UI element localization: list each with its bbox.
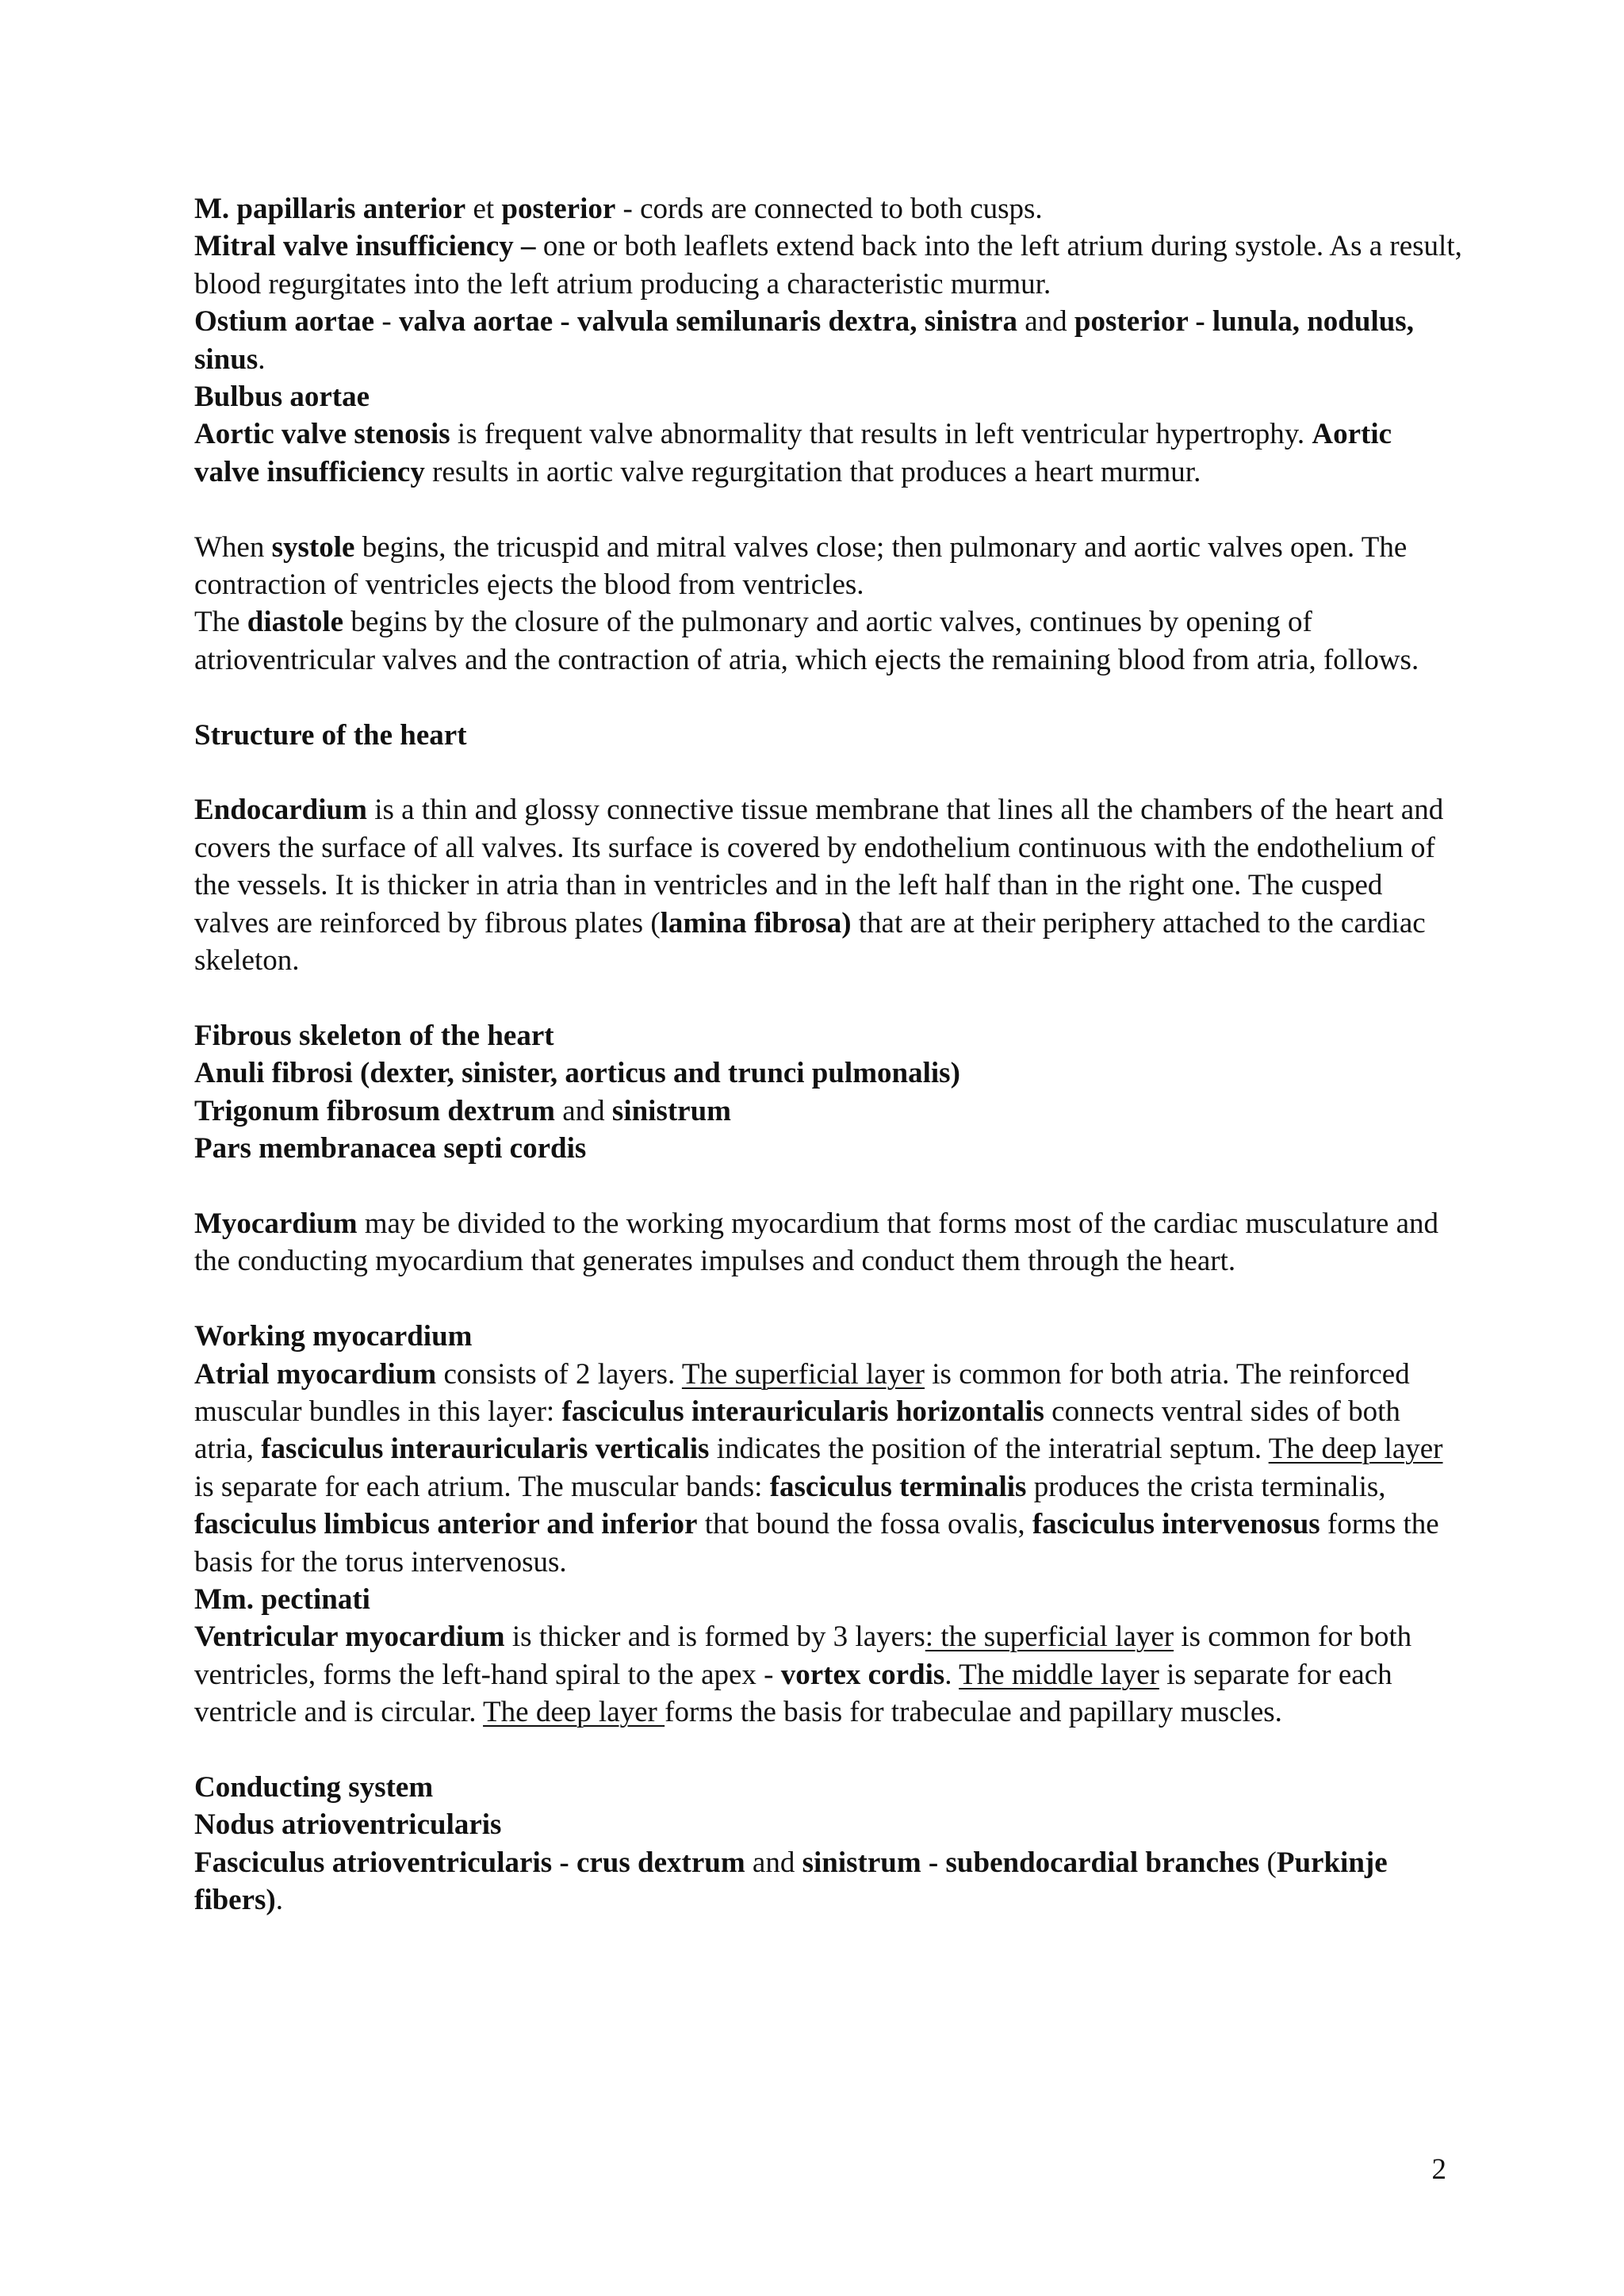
text: begins, the tricuspid and mitral valves close; then pulmonary and aortic valves open. The contraction of ventricles ejects the blood from ventricles. [194,530,1408,602]
spacer [194,679,1463,716]
underlined-text: The middle layer [959,1658,1159,1691]
term: diastole [247,606,344,639]
term: lamina fibrosa) [660,906,852,939]
term: fasciculus interauricularis verticalis [261,1433,710,1466]
text: is common for both atria. The reinforced muscular bundles in this layer: [194,1357,1410,1428]
text: results in aortic valve regurgitation that produces a heart murmur. [424,455,1201,488]
section-heading-structure [194,717,1463,754]
diastole-paragraph [194,603,1463,679]
term: Fasciculus atrioventricularis - crus dextrum [194,1846,745,1879]
term: Bulbus aortae [194,381,370,414]
text: . [944,1658,959,1691]
spacer [194,1732,1463,1769]
text: begins by the closure of the pulmonary and aortic valves, continues by opening of atrioventricular valves and the contraction of atria, which ejects the remaining blood from atria, follows. [194,606,1419,676]
nodus-line [194,1806,1463,1843]
spacer [194,1168,1463,1205]
text: . [258,342,266,376]
ostium-aortae-paragraph [194,303,1463,378]
text: and [1017,305,1074,339]
text: one or both leaflets extend back into the left atrium during systole. As a result, blood regurgitates into the left atrium producing a characteristic murmur. [194,230,1462,300]
mitral-insufficiency-paragraph [194,228,1463,303]
text: et [465,193,502,225]
underlined-text: : the superficial layer [925,1621,1174,1654]
bulbus-aortae-line [194,378,1463,415]
text: consists of 2 layers. [436,1357,682,1391]
term: valva aortae - valvula semilunaris dextra, sinistra [398,305,1017,339]
term: Atrial myocardium [194,1357,437,1391]
term: posterior - lunula, nodulus, sinus [194,305,1414,376]
underlined-text: The superficial layer [681,1357,925,1391]
text: is a thin and glossy connective tissue membrane that lines all the chambers of the heart and covers the surface of all valves. Its surface is covered by endothelium continuous with the endothelium of the vessels. It is thicker in atria than in ventricles and in the left half than in the right one. The cusped valves are reinforced by fibrous plates ( [194,794,1444,939]
term: Purkinje fibers) [194,1846,1388,1917]
trigonum-line [194,1093,1463,1130]
term: Ostium aortae [194,305,375,339]
term: posterior [501,193,616,225]
term: Aortic valve stenosis [194,418,450,451]
term: systole [271,530,355,564]
term: fasciculus limbicus anterior and inferior [194,1508,698,1541]
text: produces the crista terminalis, [1026,1470,1386,1503]
page-number: 2 [1431,2153,1446,2186]
text: - cords are connected to both cusps. [615,193,1043,225]
text: is separate for each atrium. The muscular bands: [194,1470,770,1503]
text: is common for both ventricles, forms the left-hand spiral to the apex - [194,1621,1412,1691]
term: M. papillaris anterior [194,193,466,225]
mm-pectinati-line [194,1581,1463,1618]
underlined-text: The deep layer [483,1696,665,1729]
heading-text: Conducting system [194,1770,434,1804]
section-heading-working-myocardium [194,1318,1463,1355]
term: Mm. pectinati [194,1582,370,1616]
term: Mitral valve insufficiency – [194,230,536,263]
heading-text: Working myocardium [194,1320,473,1353]
text: that are at their periphery attached to the cardiac skeleton. [194,906,1426,978]
term: fasciculus intervenosus [1032,1508,1320,1541]
term: sinistrum [611,1094,731,1127]
systole-paragraph [194,529,1463,604]
spacer [194,754,1463,791]
term: vortex cordis [780,1658,945,1691]
text: - [374,305,399,339]
spacer [194,491,1463,528]
heading-text: Structure of the heart [194,718,467,752]
term: Pars membranacea septi cordis [194,1132,587,1165]
spacer [194,1280,1463,1318]
text: and [745,1846,802,1879]
term: Nodus atrioventricularis [194,1808,502,1842]
ventricular-myocardium-paragraph [194,1618,1463,1731]
document-page [194,190,1463,1919]
text: that bound the fossa ovalis, [697,1508,1032,1541]
text: is frequent valve abnormality that results in left ventricular hypertrophy. [450,418,1312,451]
pars-membranacea-line [194,1130,1463,1167]
anuli-fibrosi-line [194,1054,1463,1092]
term: Aortic valve insufficiency [194,418,1392,488]
text: forms the basis for trabeculae and papillary muscles. [665,1696,1282,1729]
text: and [554,1094,612,1127]
section-heading-conducting-system [194,1769,1463,1806]
text: forms the basis for the torus intervenosus. [194,1508,1439,1578]
atrial-myocardium-paragraph [194,1356,1463,1581]
text: . [275,1884,283,1917]
term: Myocardium [194,1207,358,1240]
term: fasciculus terminalis [769,1470,1027,1503]
endocardium-paragraph [194,791,1463,979]
myocardium-paragraph [194,1205,1463,1280]
term: Anuli fibrosi (dexter, sinister, aorticus and trunci pulmonalis) [194,1057,960,1090]
text: is separate for each ventricle and is circular. [194,1658,1392,1729]
term: fasciculus interauricularis horizontalis [561,1395,1044,1428]
text: connects ventral sides of both atria, [194,1395,1400,1466]
text: When [194,530,272,564]
text: The [194,606,247,639]
aortic-valve-paragraph [194,415,1463,491]
text: is thicker and is formed by 3 layers [504,1621,925,1654]
term: sinistrum - subendocardial branches [802,1846,1260,1879]
text: may be divided to the working myocardium that forms most of the cardiac musculature and the conducting myocardium that generates impulses and conduct them through the heart. [194,1207,1439,1278]
text: indicates the position of the interatrial septum. [709,1433,1269,1466]
heading-text: Fibrous skeleton of the heart [194,1019,554,1052]
term: Trigonum fibrosum dextrum [194,1094,555,1127]
fasciculus-atrioventricularis-paragraph [194,1844,1463,1919]
underlined-text: The deep layer [1268,1433,1443,1466]
papillaris-line [194,190,1463,228]
term: Endocardium [194,794,367,827]
section-heading-fibrous-skeleton [194,1017,1463,1054]
term: Ventricular myocardium [194,1621,505,1654]
spacer [194,979,1463,1016]
text: ( [1259,1846,1277,1879]
